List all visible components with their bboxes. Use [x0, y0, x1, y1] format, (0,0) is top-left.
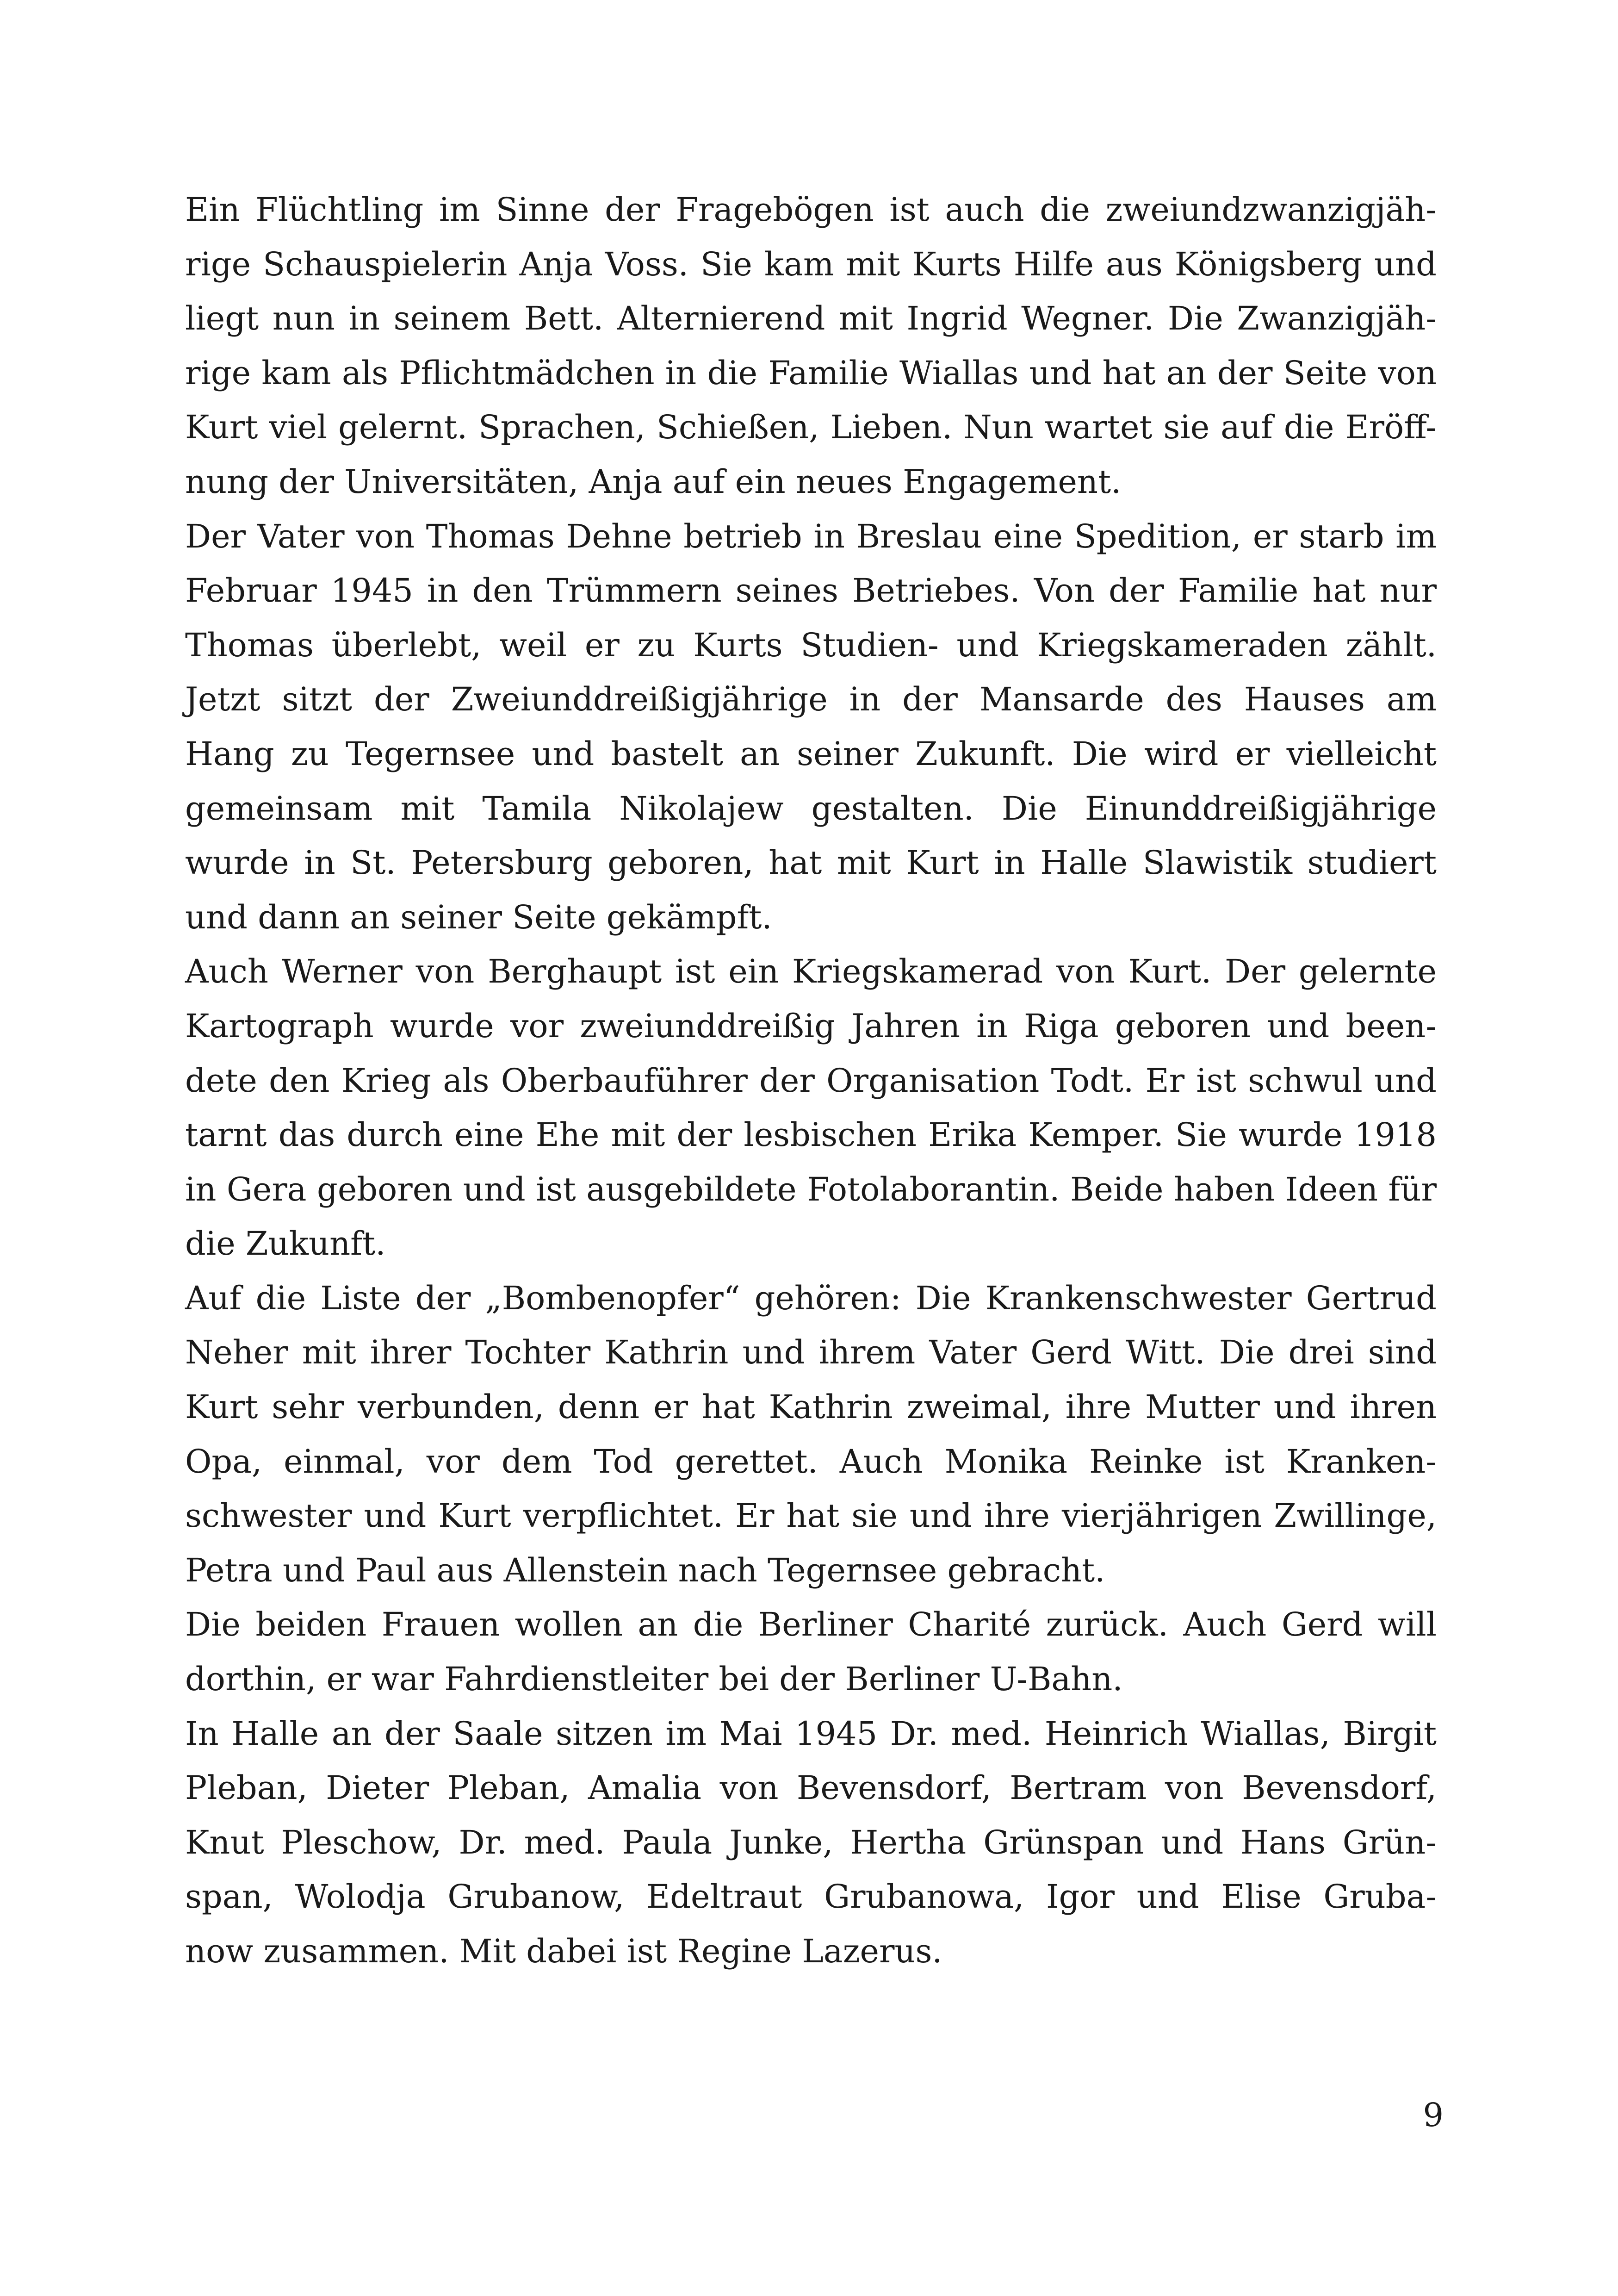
text-line: now zusammen. Mit dabei ist Regine Lazerus.	[185, 1932, 942, 1970]
paragraph	[185, 1598, 1437, 1706]
body-text	[185, 183, 1437, 1979]
text-line: span, Wolodja Grubanow, Edeltraut Grubanowa, Igor und Elise Gruba-	[185, 1878, 1437, 1916]
text-line: Kurt viel gelernt. Sprachen, Schießen, Lieben. Nun wartet sie auf die Eröff-	[185, 408, 1437, 447]
text-line: Opa, einmal, vor dem Tod gerettet. Auch Monika Reinke ist Kranken-	[185, 1442, 1437, 1481]
paragraph	[185, 1707, 1437, 1979]
text-line: rige kam als Pflichtmädchen in die Familie Wiallas und hat an der Seite von	[185, 354, 1437, 392]
page-number: 9	[1423, 2096, 1444, 2134]
text-line: In Halle an der Saale sitzen im Mai 1945 Dr. med. Heinrich Wiallas, Birgit	[185, 1714, 1437, 1753]
text-line: Der Vater von Thomas Dehne betrieb in Breslau eine Spedition, er starb im	[185, 517, 1437, 555]
text-line: liegt nun in seinem Bett. Alternierend mit Ingrid Wegner. Die Zwanzigjäh-	[185, 299, 1437, 338]
text-line: Neher mit ihrer Tochter Kathrin und ihrem Vater Gerd Witt. Die drei sind	[185, 1333, 1437, 1372]
text-line: Petra und Paul aus Allenstein nach Tegernsee gebracht.	[185, 1551, 1105, 1589]
text-line: Februar 1945 in den Trümmern seines Betriebes. Von der Familie hat nur	[185, 572, 1437, 610]
text-line: Hang zu Tegernsee und bastelt an seiner Zukunft. Die wird er vielleicht	[185, 734, 1437, 773]
text-line: Jetzt sitzt der Zweiunddreißigjährige in der Mansarde des Hauses am	[185, 680, 1437, 719]
paragraph	[185, 945, 1437, 1271]
text-line: und dann an seiner Seite gekämpft.	[185, 898, 772, 936]
text-line: Pleban, Dieter Pleban, Amalia von Bevensdorf, Bertram von Bevensdorf,	[185, 1769, 1437, 1807]
paragraph	[185, 183, 1437, 510]
text-line: dorthin, er war Fahrdienstleiter bei der Berliner U-Bahn.	[185, 1660, 1123, 1699]
text-line: die Zukunft.	[185, 1225, 386, 1263]
text-line: Auf die Liste der „Bombenopfer“ gehören: Die Krankenschwester Gertrud	[185, 1279, 1437, 1317]
text-line: rige Schauspielerin Anja Voss. Sie kam mit Kurts Hilfe aus Königsberg und	[185, 245, 1437, 283]
text-line: Auch Werner von Berghaupt ist ein Kriegskamerad von Kurt. Der gelernte	[185, 952, 1437, 991]
text-line: nung der Universitäten, Anja auf ein neues Engagement.	[185, 462, 1122, 501]
text-line: Kurt sehr verbunden, denn er hat Kathrin zweimal, ihre Mutter und ihren	[185, 1388, 1437, 1426]
paragraph	[185, 1271, 1437, 1598]
text-line: Knut Pleschow, Dr. med. Paula Junke, Hertha Grünspan und Hans Grün-	[185, 1823, 1437, 1861]
text-line: in Gera geboren und ist ausgebildete Fotolaborantin. Beide haben Ideen für	[185, 1170, 1437, 1208]
text-line: Die beiden Frauen wollen an die Berliner Charité zurück. Auch Gerd will	[185, 1605, 1437, 1644]
text-line: Ein Flüchtling im Sinne der Fragebögen ist auch die zweiundzwanzigjäh-	[185, 191, 1437, 229]
paragraph	[185, 510, 1437, 945]
text-line: schwester und Kurt verpflichtet. Er hat sie und ihre vierjährigen Zwillinge,	[185, 1497, 1437, 1535]
text-line: Thomas überlebt, weil er zu Kurts Studien- und Kriegskameraden zählt.	[185, 626, 1437, 664]
text-line: gemeinsam mit Tamila Nikolajew gestalten. Die Einunddreißigjährige	[185, 789, 1437, 828]
text-line: tarnt das durch eine Ehe mit der lesbischen Erika Kemper. Sie wurde 1918	[185, 1116, 1437, 1154]
text-line: dete den Krieg als Oberbauführer der Organisation Todt. Er ist schwul und	[185, 1061, 1437, 1100]
text-line: wurde in St. Petersburg geboren, hat mit Kurt in Halle Slawistik studiert	[185, 844, 1437, 882]
text-line: Kartograph wurde vor zweiunddreißig Jahren in Riga geboren und been-	[185, 1007, 1437, 1045]
